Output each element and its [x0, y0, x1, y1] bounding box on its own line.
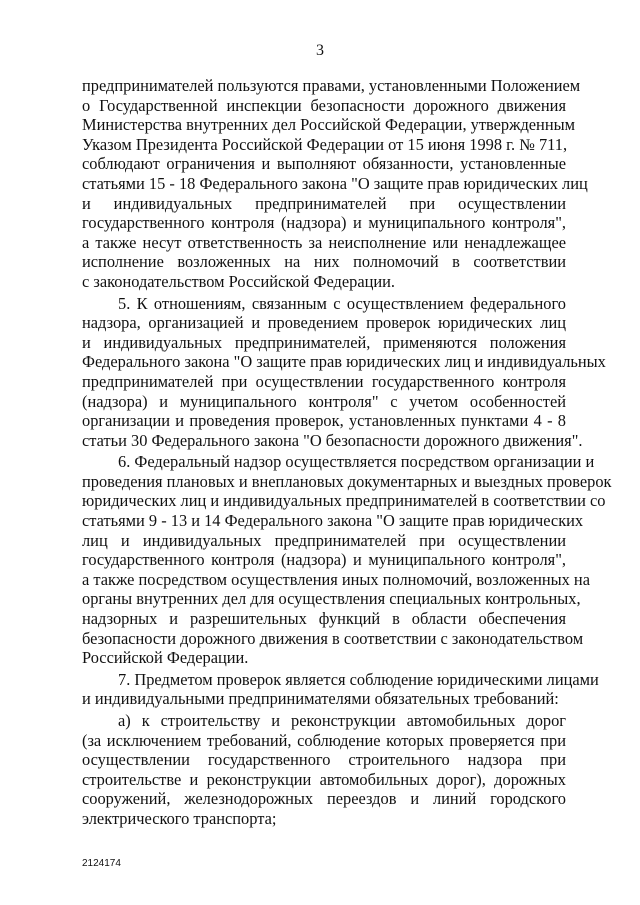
text-line: организации и проведения проверок, установленных пунктами 4 - 8	[82, 411, 566, 431]
text-line: 5. К отношениям, связанным с осуществлением федерального	[118, 293, 566, 313]
text-line: Министерства внутренних дел Российской Федерации, утвержденным	[82, 115, 575, 135]
page-number: 3	[316, 42, 324, 59]
text-line: а также посредством осуществления иных полномочий, возложенных на	[82, 569, 590, 589]
text-line: (за исключением требований, соблюдение которых проверяется при	[82, 730, 566, 750]
document-code: 2124174	[82, 858, 121, 869]
text-line: Федерального закона "О защите прав юридических лиц и индивидуальных	[82, 352, 606, 372]
text-line: юридических лиц и индивидуальных предпринимателей в соответствии со	[82, 491, 606, 511]
text-line: Российской Федерации.	[82, 648, 249, 668]
text-line: и индивидуальных предпринимателей, применяются положения	[82, 332, 566, 352]
text-line: с законодательством Российской Федерации.	[82, 271, 396, 291]
paragraph-subclause-a	[82, 711, 566, 829]
text-line: о Государственной инспекции безопасности дорожного движения	[82, 95, 566, 115]
text-line: Указом Президента Российской Федерации от 15 июня 1998 г. № 711,	[82, 134, 568, 154]
text-line: статьями 9 - 13 и 14 Федерального закона "О защите прав юридических	[82, 511, 584, 531]
text-line: сооружений, железнодорожных переездов и линий городского	[82, 789, 566, 809]
text-line: государственного контроля (надзора) и муниципального контроля",	[82, 213, 566, 233]
text-line: осуществлении государственного строительного надзора при	[82, 750, 566, 770]
paragraph-clause-5	[82, 293, 606, 451]
text-line: надзора, организацией и проведением проверок юридических лиц	[82, 313, 566, 333]
text-line: и индивидуальными предпринимателями обязательных требований:	[82, 689, 559, 709]
text-line: проведения плановых и внеплановых документарных и выездных проверок	[82, 471, 612, 491]
text-line: лиц и индивидуальных предпринимателей при осуществлении	[82, 530, 566, 550]
text-line: государственного контроля (надзора) и муниципального контроля",	[82, 550, 566, 570]
paragraph-clause-6	[82, 452, 612, 668]
text-line: статьями 15 - 18 Федерального закона "О защите прав юридических лиц	[82, 173, 588, 193]
text-line: надзорных и разрешительных функций в области обеспечения	[82, 609, 566, 629]
text-line: органы внутренних дел для осуществления специальных контрольных,	[82, 589, 581, 609]
text-line: исполнение возложенных на них полномочий в соответствии	[82, 252, 566, 272]
text-line: строительстве и реконструкции автомобильных дорог), дорожных	[82, 769, 566, 789]
text-line: 7. Предметом проверок является соблюдение юридическими лицами	[118, 669, 599, 689]
text-line: безопасности дорожного движения в соответствии с законодательством	[82, 628, 584, 648]
text-line: (надзора) и муниципального контроля" с учетом особенностей	[82, 391, 566, 411]
paragraph-continuation	[82, 76, 588, 292]
text-line: 6. Федеральный надзор осуществляется посредством организации и	[118, 452, 595, 472]
text-line: предпринимателей пользуются правами, установленными Положением	[82, 76, 581, 95]
text-line: статьи 30 Федерального закона "О безопасности дорожного движения".	[82, 430, 583, 450]
document-body	[82, 76, 612, 829]
text-line: электрического транспорта;	[82, 808, 277, 828]
text-line: и индивидуальных предпринимателей при осуществлении	[82, 193, 566, 213]
text-line: предпринимателей при осуществлении государственного контроля	[82, 371, 566, 391]
text-line: соблюдают ограничения и выполняют обязанности, установленные	[82, 154, 566, 174]
text-line: а) к строительству и реконструкции автомобильных дорог	[118, 711, 566, 730]
text-line: а также несут ответственность за неисполнение или ненадлежащее	[82, 232, 566, 252]
paragraph-clause-7	[82, 669, 599, 709]
